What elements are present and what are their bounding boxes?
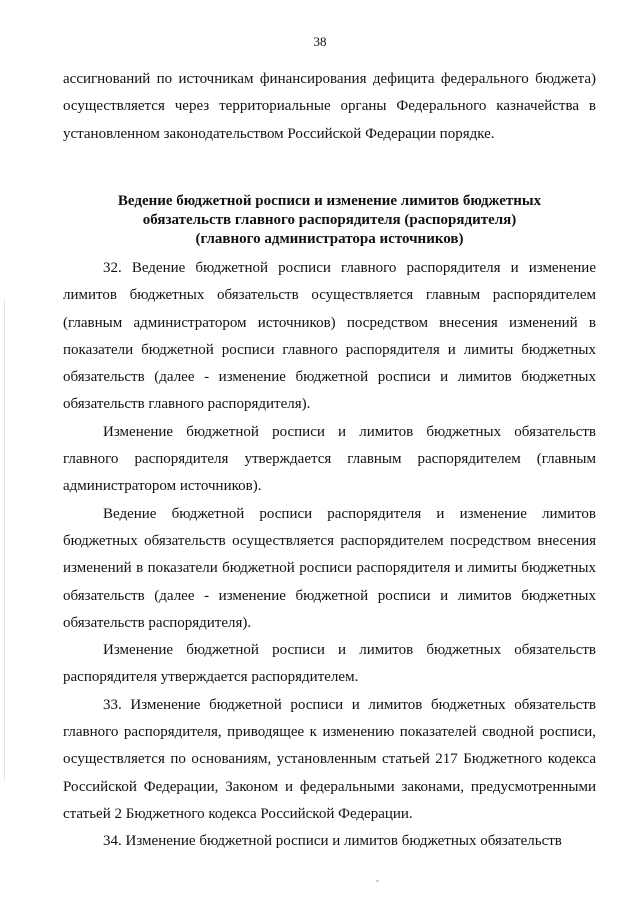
paragraph: 33. Изменение бюджетной росписи и лимитов бюджетных обязательств главного распорядителя, приводящее к изменению показателей сводной росписи, осуществляется по основаниям, установленным статьей 217 Бюджетного кодекса Российской Федерации, Законом и федеральными законами, предусмотренными статьей 2 Бюджетного кодекса Российской Федерации. — [63, 696, 596, 822]
section-heading-line: Ведение бюджетной росписи и изменение лимитов бюджетных — [117, 193, 542, 209]
scan-edge-mark — [4, 300, 5, 780]
section-body — [63, 255, 596, 856]
section-heading-line: (главного администратора источников) — [195, 231, 464, 247]
paragraph: Изменение бюджетной росписи и лимитов бюджетных обязательств главного распорядителя утверждается главным распорядителем (главным администратором источников). — [63, 423, 596, 495]
paragraph: Ведение бюджетной росписи распорядителя и изменение лимитов бюджетных обязательств осуществляется распорядителем посредством внесения изменений в показатели бюджетной росписи распорядителя и лимиты бюджетных обязательств (далее - изменение бюджетной росписи и лимитов бюджетных обязательств распорядителя). — [63, 505, 596, 631]
paragraph: Изменение бюджетной росписи и лимитов бюджетных обязательств распорядителя утверждается распорядителем. — [63, 642, 596, 686]
section-heading-line: обязательств главного распорядителя (распорядителя) — [142, 212, 517, 228]
page-number: 38 — [313, 34, 327, 49]
continuation-paragraph: ассигнований по источникам финансирования дефицита федерального бюджета) осуществляется через территориальные органы Федерального казначейства в установленном законодательством Российской Федерации порядке. — [63, 71, 596, 142]
scan-speck — [376, 880, 379, 882]
paragraph: 32. Ведение бюджетной росписи главного распорядителя и изменение лимитов бюджетных обязательств осуществляется главным распорядителем (главным администратором источников) посредством внесения изменений в показатели бюджетной росписи главного распорядителя и лимиты бюджетных обязательств (далее - изменение бюджетной росписи и лимитов бюджетных обязательств главного распорядителя). — [63, 260, 596, 413]
section-heading — [63, 192, 596, 249]
paragraph: 34. Изменение бюджетной росписи и лимитов бюджетных обязательств — [103, 833, 562, 850]
